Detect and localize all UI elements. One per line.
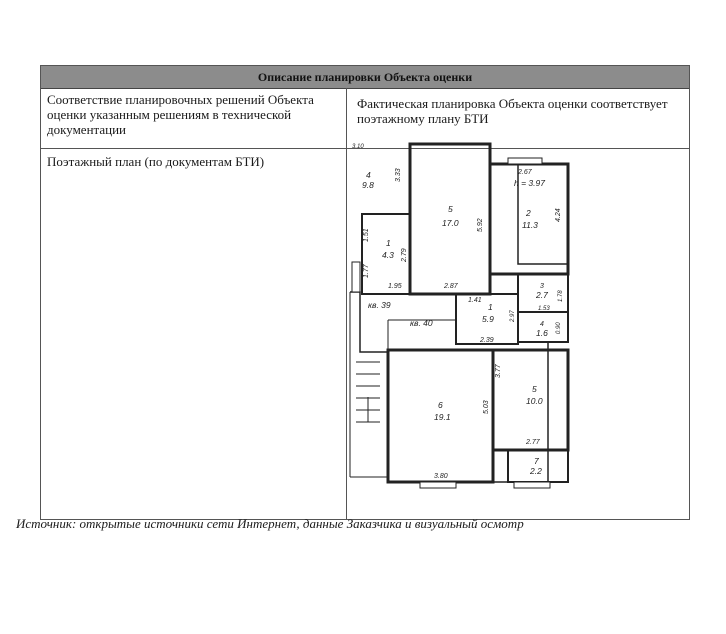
table-column-divider <box>346 88 347 519</box>
room3-num: 3 <box>540 283 544 290</box>
dim-333: 3.33 <box>395 168 402 182</box>
dim-141: 1.41 <box>468 297 482 304</box>
dim-380: 3.80 <box>434 473 448 480</box>
apartment-40-label: кв. 40 <box>410 318 433 328</box>
dim-424: 4.24 <box>555 208 562 222</box>
room2-num: 2 <box>526 208 531 218</box>
plan-label-top-left: 3.10 <box>352 144 364 150</box>
room1-area: 5.9 <box>482 314 494 324</box>
room4b-area: 1.6 <box>536 328 548 338</box>
table-row-correspondence <box>41 88 689 149</box>
dim-297: 2.97 <box>510 310 516 322</box>
room3-area: 2.7 <box>536 290 548 300</box>
room7-area: 2.2 <box>530 466 542 476</box>
room6-num: 6 <box>438 400 443 410</box>
dim-287: 2.87 <box>444 283 458 290</box>
room7-num: 7 <box>534 456 539 466</box>
dim-592: 5.92 <box>477 218 484 232</box>
dim-178: 1.78 <box>558 290 564 302</box>
dim-195: 1.95 <box>388 283 402 290</box>
room4-area: 9.8 <box>362 180 374 190</box>
dim-151: 1.51 <box>363 228 370 242</box>
apartment-39-label: кв. 39 <box>368 300 391 310</box>
room4b-num: 4 <box>540 321 544 328</box>
table-header: Описание планировки Объекта оценки <box>41 66 689 89</box>
room1a-area: 4.3 <box>382 250 394 260</box>
room6-area: 19.1 <box>434 412 451 422</box>
height-label: h = 3.97 <box>514 178 545 188</box>
room5-area: 17.0 <box>442 218 459 228</box>
dim-177: 1.77 <box>363 264 370 278</box>
room2-area: 11.3 <box>522 220 538 230</box>
room1a-num: 1 <box>386 238 391 248</box>
dim-267: 2.67 <box>518 169 532 176</box>
dim-153: 1.53 <box>538 306 550 312</box>
room1-num: 1 <box>488 302 493 312</box>
correspondence-label: Соответствие планировочных решений Объекта оценки указанным решениям в технической документации <box>47 92 314 137</box>
room5-num: 5 <box>448 204 453 214</box>
dim-239: 2.39 <box>480 337 494 344</box>
dim-277: 2.77 <box>526 439 540 446</box>
source-note: Источник: открытые источники сети Интернет, данные Заказчика и визуальный осмотр <box>16 516 524 531</box>
dim-377: 3.77 <box>495 364 502 378</box>
room4-num: 4 <box>366 170 371 180</box>
correspondence-value: Фактическая планировка Объекта оценки соответствует поэтажному плану БТИ <box>357 96 668 126</box>
floor-plan-label: Поэтажный план (по документам БТИ) <box>47 154 265 169</box>
dim-503: 5.03 <box>483 400 490 414</box>
room5b-area: 10.0 <box>526 396 543 406</box>
room5b-num: 5 <box>532 384 537 394</box>
dim-279: 2.79 <box>401 248 408 262</box>
floor-plan-drawing <box>348 142 588 492</box>
dim-090: 0.90 <box>556 322 562 334</box>
